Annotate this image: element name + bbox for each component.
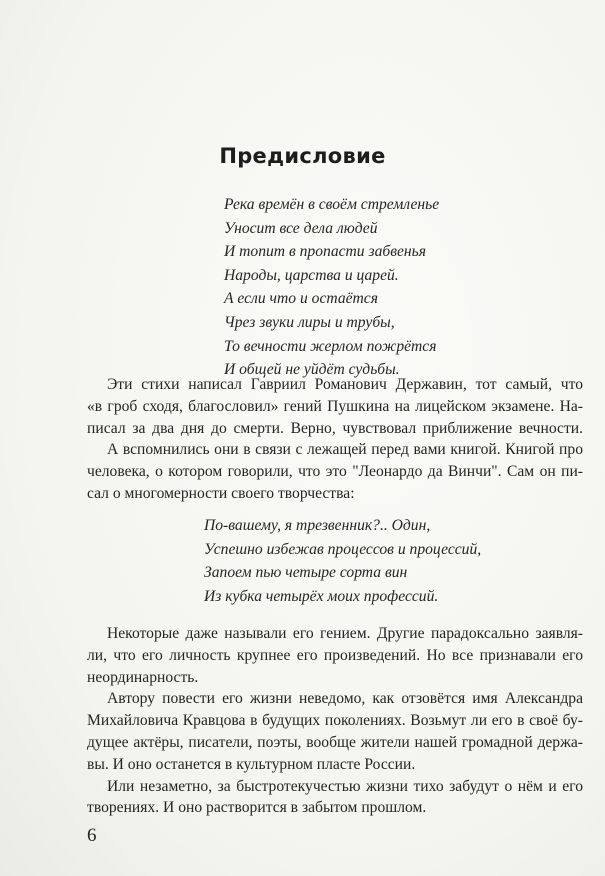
poem-line: И общей не уйдёт судьбы. xyxy=(224,361,400,379)
poem-line: Из кубка четырёх моих профессий. xyxy=(204,587,439,605)
epigraph-poem xyxy=(224,193,439,382)
text-line: неординарность. xyxy=(87,668,199,686)
text-line: Эти стихи написал Гавриил Романович Державин, тот самый, что xyxy=(107,376,583,393)
text-line: человека, о котором говорили, что это "Леонардо да Винчи". Сам он пи- xyxy=(87,463,583,481)
text-line: дущее актёры, писатели, поэты, вообще жители нашей громадной держа- xyxy=(87,733,583,751)
prose-block-bottom xyxy=(87,623,583,819)
text-line: Автору повести его жизни неведомо, как отзовётся имя Александра xyxy=(107,690,583,708)
poem-line: Успешно избежав процессов и процессий, xyxy=(204,540,482,558)
page-number: 6 xyxy=(87,825,97,846)
poem-line: То вечности жерлом пожрётся xyxy=(224,337,437,355)
text-line: Некоторые даже называли его гением. Другие парадоксально заявля- xyxy=(107,625,583,642)
paragraph xyxy=(87,623,583,688)
poem-line: А если что и остаётся xyxy=(224,290,378,308)
poem-line: И топит в пропасти забвенья xyxy=(224,243,426,261)
paragraph xyxy=(87,439,583,504)
poem-line: Река времён в своём стремленье xyxy=(224,196,440,213)
text-line: Михайловича Кравцова в будущих поколениях. Возьмут ли его в своё бу- xyxy=(87,712,583,730)
poem-line: Запоем пью четыре сорта вин xyxy=(204,564,408,582)
text-line: вы. И оно останется в культурном пласте России. xyxy=(87,755,416,773)
text-line: «в гроб сходя, благословил» гений Пушкина на лицейском экзамене. На- xyxy=(87,397,583,415)
text-line: ли, что его личность крупнее его произведений. Но все признавали его xyxy=(87,646,583,664)
poem-line: По-вашему, я трезвенник?.. Один, xyxy=(204,517,431,534)
text-line: А вспомнились они в связи с лежащей перед вами книгой. Книгой про xyxy=(107,441,583,459)
text-line: Или незаметно, за быстротекучестью жизни тихо забудут о нём и его xyxy=(107,777,583,795)
text-line: писал за два дня до смерти. Верно, чувствовал приближение вечности. xyxy=(87,419,583,437)
paragraph xyxy=(87,374,583,439)
prose-block-top xyxy=(87,374,583,505)
text-line: сал о многомерности своего творчества: xyxy=(87,484,355,502)
paragraph xyxy=(87,776,583,820)
page-title: Предисловие xyxy=(219,144,386,168)
paragraph xyxy=(87,688,583,775)
poem-line: Народы, царства и царей. xyxy=(224,266,399,284)
quoted-poem xyxy=(204,514,481,608)
poem-line: Уносит все дела людей xyxy=(224,219,378,237)
poem-line: Чрез звуки лиры и трубы, xyxy=(224,313,395,331)
text-line: творениях. И оно растворится в забытом прошлом. xyxy=(87,799,427,817)
